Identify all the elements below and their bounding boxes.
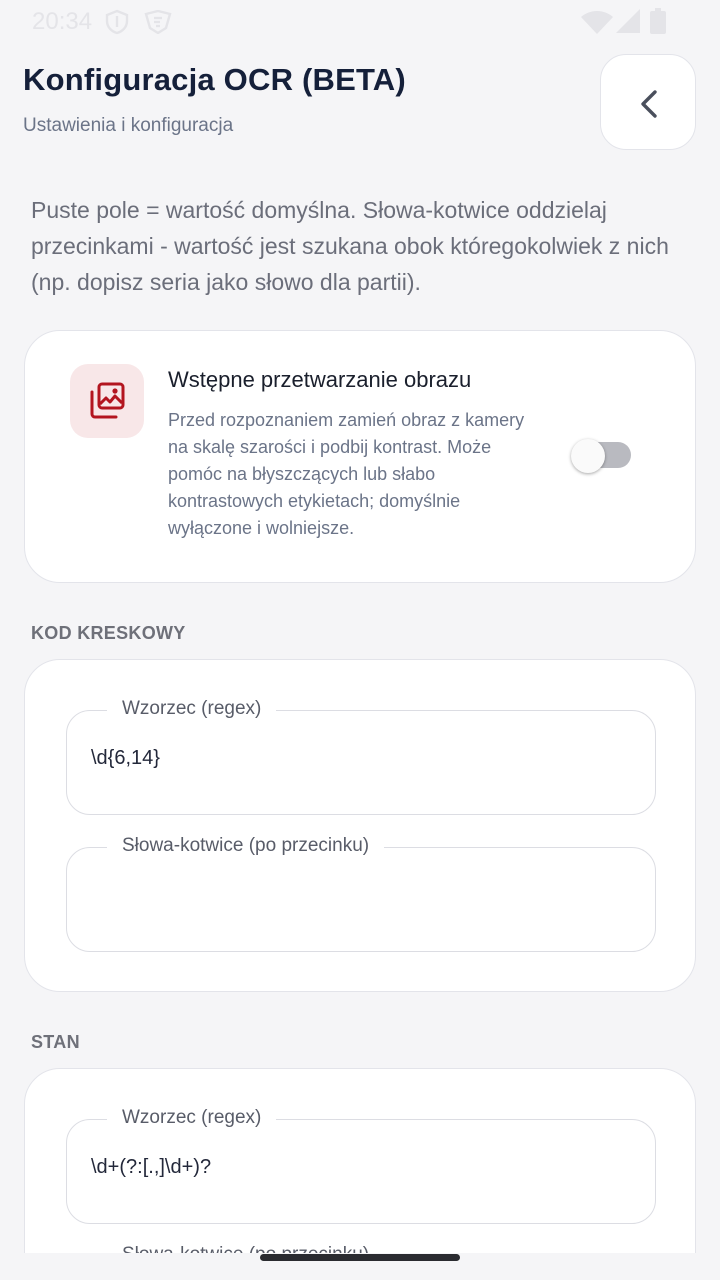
field-label: Słowa-kotwice (po przecinku) xyxy=(107,835,384,857)
stan-pattern-input[interactable] xyxy=(91,1156,631,1179)
preprocessing-toggle[interactable] xyxy=(571,439,633,471)
page-subtitle: Ustawienia i konfiguracja xyxy=(23,115,234,136)
chevron-left-icon xyxy=(637,89,661,119)
stan-card xyxy=(24,1068,696,1280)
section-label-stan: STAN xyxy=(31,1032,80,1052)
section-label-barcode: KOD KRESKOWY xyxy=(31,623,186,643)
vpn-badge-icon xyxy=(144,10,172,34)
image-edit-icon xyxy=(88,382,126,420)
stan-pattern-field[interactable] xyxy=(66,1107,656,1224)
barcode-card xyxy=(24,659,696,992)
signal-icon xyxy=(616,9,640,33)
shield-icon xyxy=(104,9,130,35)
toggle-thumb xyxy=(571,439,605,473)
wifi-icon xyxy=(580,10,614,34)
barcode-anchors-field[interactable] xyxy=(66,835,656,952)
preprocessing-title: Wstępne przetwarzanie obrazu xyxy=(168,367,472,392)
barcode-pattern-field[interactable] xyxy=(66,698,656,815)
preprocessing-description: Przed rozpoznaniem zamień obraz z kamery na skalę szarości i podbij kontrast. Może pomóc na błyszczących lub słabo kontrastowych etykietach; domyślnie wyłączone i wolniejsze. xyxy=(168,410,525,538)
home-indicator[interactable] xyxy=(260,1254,460,1261)
status-time: 20:34 xyxy=(32,8,93,35)
intro-text: Puste pole = wartość domyślna. Słowa-kotwice oddzielaj przecinkami - wartość jest szukana obok któregokolwiek z nich (np. dopisz seria jako słowo dla partii). xyxy=(31,197,669,295)
back-button[interactable] xyxy=(600,54,696,150)
field-label: Wzorzec (regex) xyxy=(107,1107,276,1129)
barcode-anchors-input[interactable] xyxy=(91,884,631,907)
status-bar xyxy=(0,0,720,44)
battery-icon xyxy=(650,8,666,34)
preprocessing-icon-box xyxy=(70,364,144,438)
field-label: Wzorzec (regex) xyxy=(107,698,276,720)
page-title: Konfiguracja OCR (BETA) xyxy=(23,62,406,97)
preprocessing-card xyxy=(24,330,696,583)
barcode-pattern-input[interactable] xyxy=(91,747,631,770)
